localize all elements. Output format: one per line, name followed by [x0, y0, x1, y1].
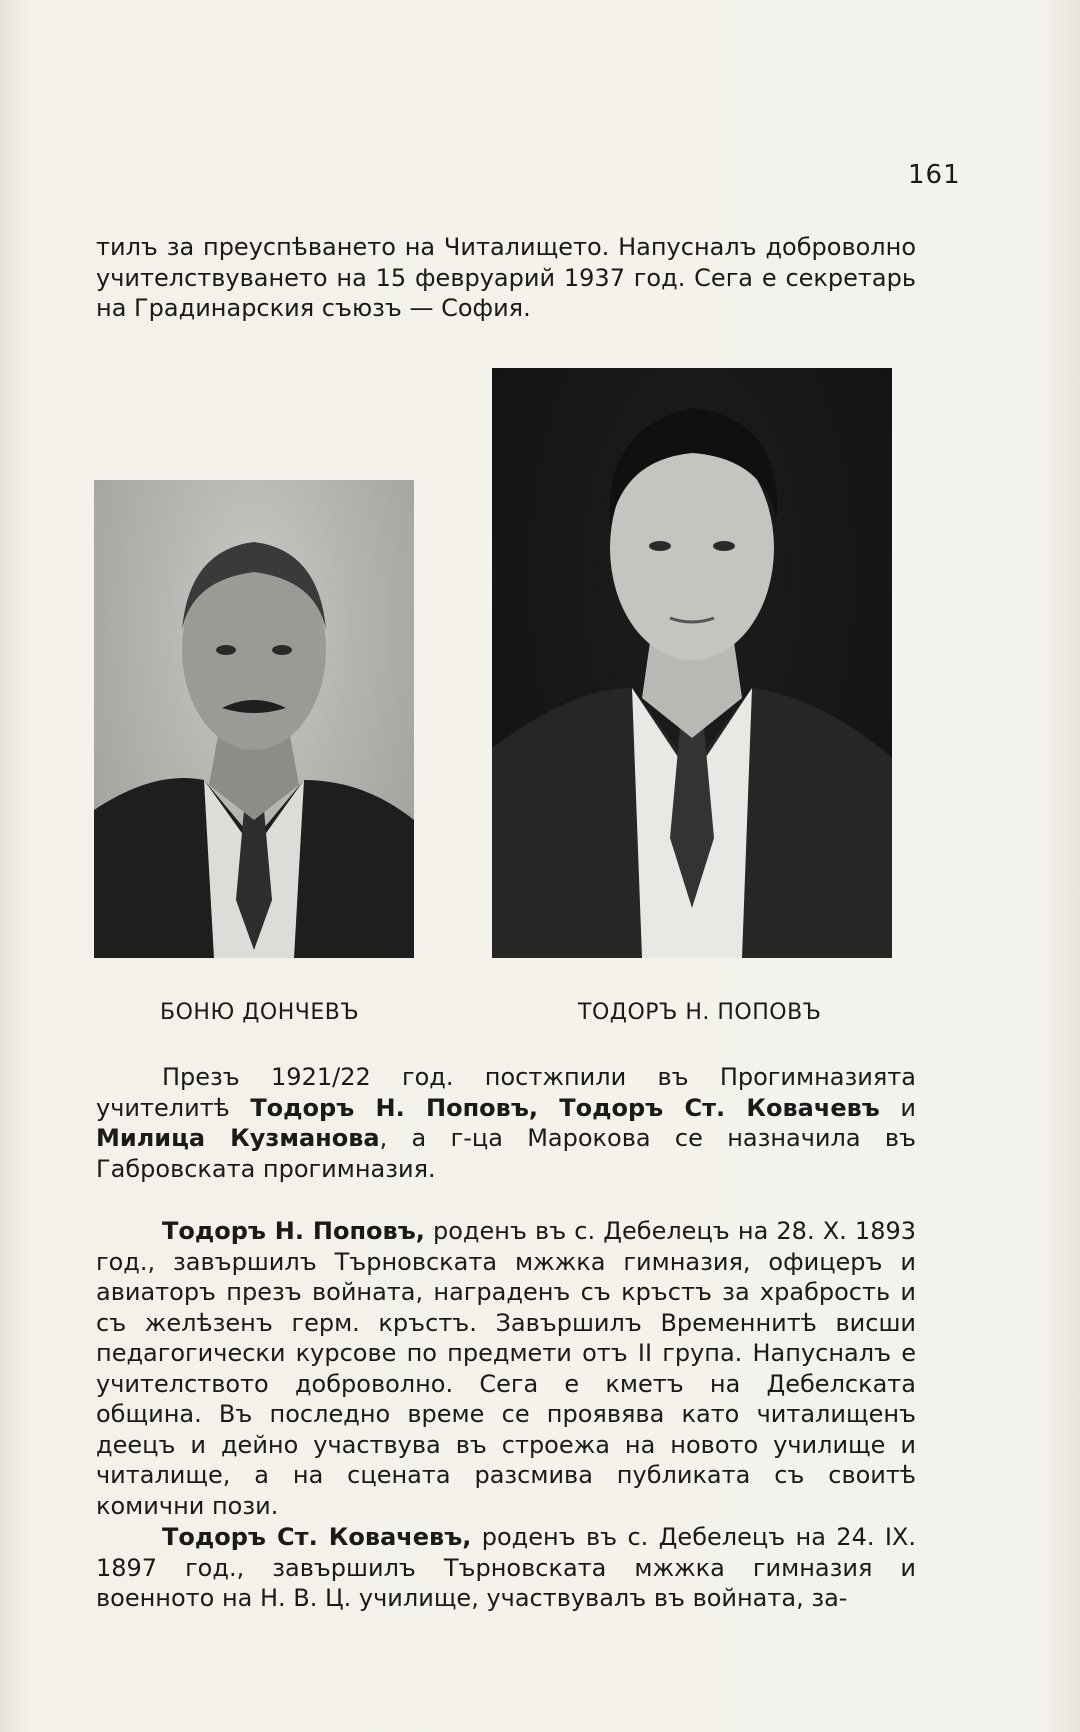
- portrait-illustration: [94, 480, 414, 958]
- paragraph-todor-kovachev-text: [96, 1522, 916, 1614]
- bold-name: Тодоръ Н. Поповъ,: [162, 1217, 425, 1245]
- paragraph-todor-popov-text: [96, 1216, 916, 1521]
- portrait-illustration: [492, 368, 892, 958]
- text-run: и: [879, 1093, 916, 1122]
- caption-left: БОНЮ ДОНЧЕВЪ: [160, 1000, 360, 1025]
- intro-text: тилъ за преуспѣването на Читалището. Напусналъ доброволно учителствуването на 15 февруарий 1937 год. Сега е секретарь на Градинарския съюзъ — София.: [96, 233, 916, 322]
- intro-paragraph: [96, 232, 916, 324]
- paragraph-todor-kovachev: [96, 1522, 916, 1614]
- text-run: Презъ 1921/22 год. постжпили въ Прогимназията учителитѣ: [96, 1063, 916, 1122]
- text-run: роденъ въ с. Дебелецъ на 24. IX. 1897 год., завършилъ Търновската мжжка гимназия и военното на Н. В. Ц. училище, участвувалъ въ войната, за-: [96, 1523, 916, 1612]
- caption-right: ТОДОРЪ Н. ПОПОВЪ: [578, 1000, 822, 1025]
- portrait-photo-todor-popov: [492, 368, 892, 958]
- text-run: , а г-ца Марокова се назначила въ Габровската прогимназия.: [96, 1124, 917, 1183]
- bold-name: Милица Кузманова: [96, 1124, 380, 1152]
- page-number: 161: [908, 160, 961, 190]
- bold-names: Тодоръ Н. Поповъ, Тодоръ Ст. Ковачевъ: [250, 1093, 880, 1122]
- paragraph-teachers-text: [96, 1062, 916, 1184]
- text-run: роденъ въ с. Дебелецъ на 28. X. 1893 год., завършилъ Търновската мжжка гимназия, офицеръ и авиаторъ презъ войната, награденъ съ кръстъ за храбрость и съ желѣзенъ герм. кръстъ. Завършилъ Временнитѣ висши педагогически курсове по предмети отъ II група. Напусналъ е учителството доброволно. Сега е кметъ на Дебелската община. Въ последно време се проявява като читалищенъ деецъ и дейно участвува въ строежа на новото училище и читалище, а на сцената разсмива публиката съ своитѣ комични пози.: [96, 1217, 916, 1520]
- bold-name: Тодоръ Ст. Ковачевъ,: [162, 1523, 472, 1551]
- portrait-photo-boniu-donchev: [94, 480, 414, 958]
- paragraph-teachers: [96, 1062, 916, 1184]
- paragraph-todor-popov: [96, 1216, 916, 1521]
